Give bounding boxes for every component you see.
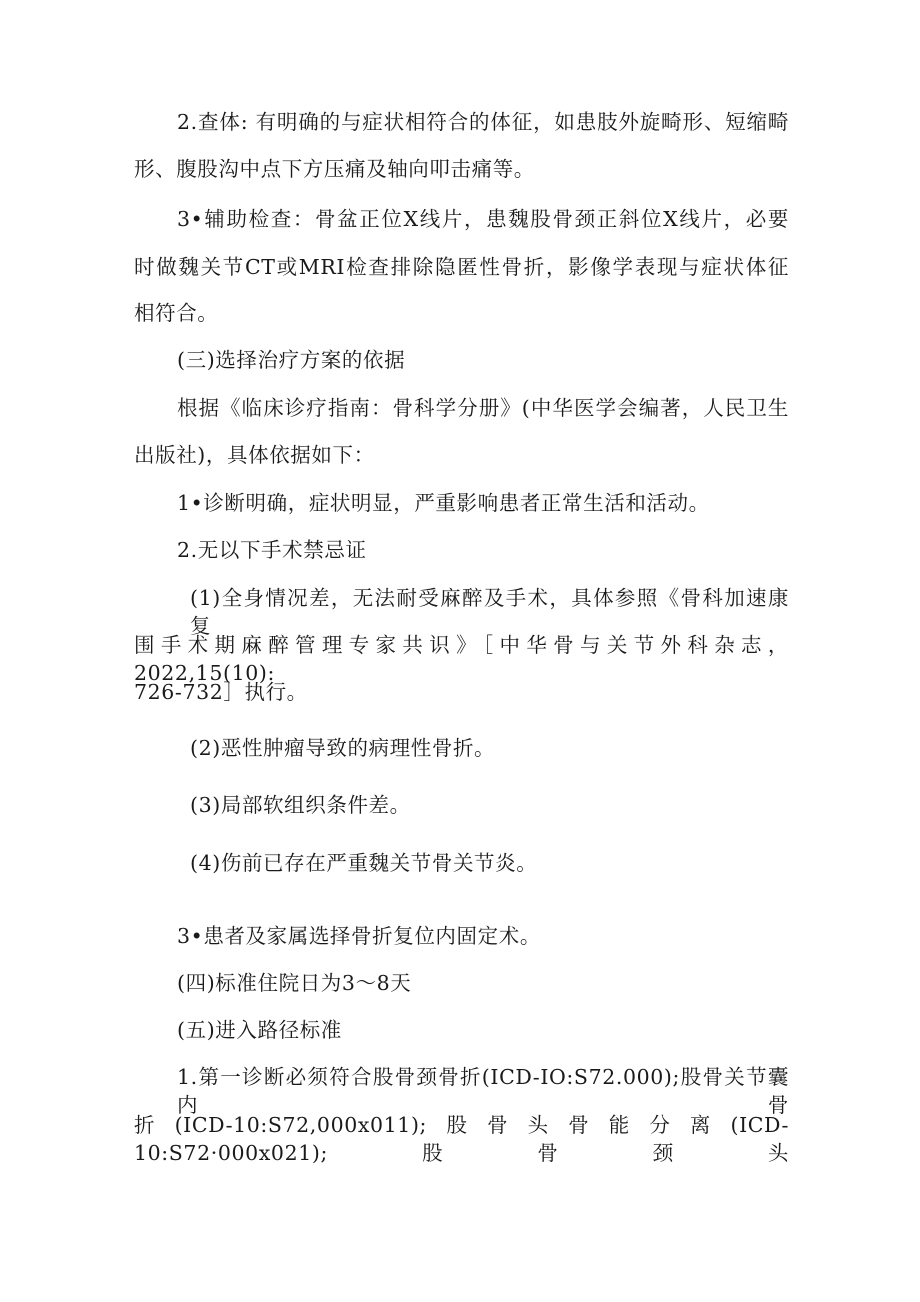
text-line: (3)局部软组织条件差。 [190, 793, 411, 817]
section-heading: (三)选择治疗方案的依据 [177, 348, 406, 372]
text-line: 围手术期麻醉管理专家共识》［中华骨与关节外科杂志，2022,15(10): [134, 633, 789, 685]
text-line: 2.无以下手术禁忌证 [177, 538, 367, 562]
section-heading: (四)标准住院日为3～8天 [177, 971, 412, 995]
text-line: 1.第一诊断必须符合股骨颈骨折(ICD-IO:S72.000);股骨关节囊内骨 [177, 1065, 789, 1117]
text-line: 根据《临床诊疗指南：骨科学分册》(中华医学会编著，人民卫生 [177, 396, 789, 420]
text-line: 折(ICD-10:S72,000x011);股骨头骨能分离(ICD-10:S72·000x021);股骨颈头 [134, 1113, 789, 1165]
text-line: 2.查体: 有明确的与症状相符合的体征，如患肢外旋畸形、短缩畸 [177, 110, 789, 134]
text-line: (1)全身情况差，无法耐受麻醉及手术，具体参照《骨科加速康复 [190, 586, 789, 638]
text-line: 3•辅助检查：骨盆正位X线片，患魏股骨颈正斜位X线片，必要 [177, 207, 789, 231]
section-heading: (五)进入路径标准 [177, 1018, 342, 1042]
text-line: (2)恶性肿瘤导致的病理性骨折。 [190, 736, 496, 760]
text-line: 形、腹股沟中点下方压痛及轴向叩击痛等。 [134, 157, 535, 181]
text-line: 3•患者及家属选择骨折复位内固定术。 [177, 924, 541, 948]
text-line: 726-732］执行。 [134, 680, 308, 704]
text-line: 出版社)，具体依据如下： [134, 443, 375, 467]
text-line: (4)伤前已存在严重魏关节骨关节炎。 [190, 851, 538, 875]
text-line: 1•诊断明确，症状明显，严重影响患者正常生活和活动。 [177, 491, 710, 515]
text-line: 相符合。 [134, 301, 219, 325]
text-line: 时做魏关节CT或MRI检查排除隐匿性骨折，影像学表现与症状体征 [134, 255, 789, 279]
